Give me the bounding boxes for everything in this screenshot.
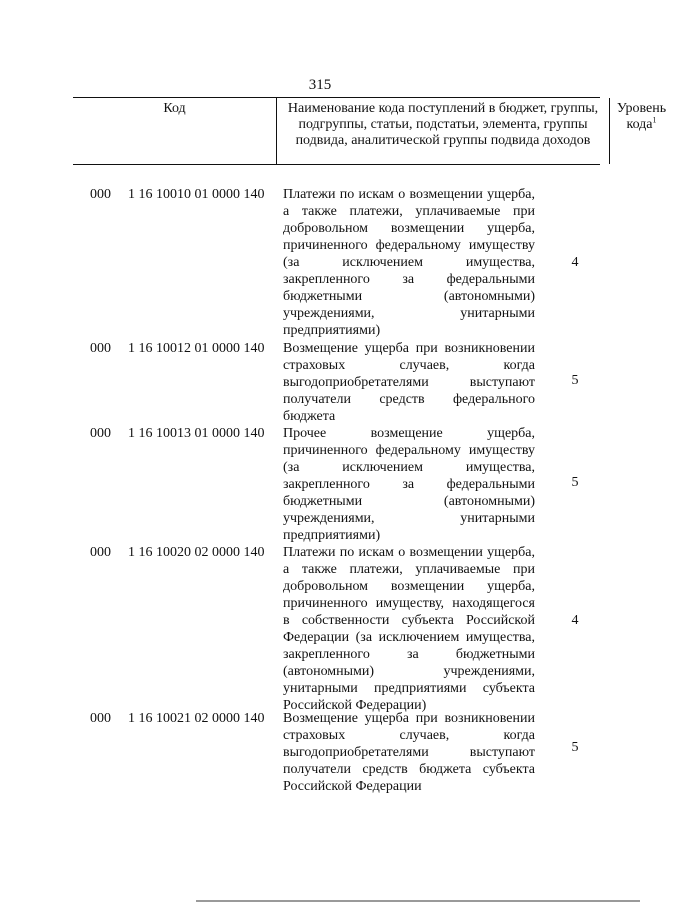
header-code: Код — [73, 98, 277, 164]
row-level: 4 — [571, 255, 579, 270]
row-level: 5 — [571, 740, 579, 755]
table-header — [73, 97, 667, 165]
row-prefix: 000 — [90, 545, 111, 560]
row-code: 1 16 10021 02 0000 140 — [128, 711, 265, 726]
scan-edge-line — [196, 900, 640, 902]
row-code: 1 16 10010 01 0000 140 — [128, 187, 265, 202]
row-code: 1 16 10020 02 0000 140 — [128, 545, 265, 560]
row-level: 5 — [571, 475, 579, 490]
header-level-footnote: 1 — [652, 115, 657, 125]
row-prefix: 000 — [90, 426, 111, 441]
row-name: Платежи по искам о возмещении ущерба, а также платежи, уплачиваемые при добровольном возмещении ущерба, причиненного федеральному имуществу (за исключением имущества, закрепленного за федеральными бюджетными (автономными) учреждениями, унитарными предприятиями) — [283, 187, 535, 338]
header-name: Наименование кода поступлений в бюджет, группы, подгруппы, статьи, подстатьи, элемента, группы подвида, аналитической группы подвида доходов — [277, 98, 610, 164]
row-code: 1 16 10012 01 0000 140 — [128, 341, 265, 356]
header-level-label: Уровень кода — [616, 101, 667, 132]
row-prefix: 000 — [90, 187, 111, 202]
row-name: Прочее возмещение ущерба, причиненного федеральному имуществу (за исключением имущества, закрепленного за федеральными бюджетными (автономными) учреждениями, унитарными предприятиями) — [283, 426, 535, 543]
row-prefix: 000 — [90, 711, 111, 726]
row-level: 5 — [571, 373, 579, 388]
row-name: Возмещение ущерба при возникновении страховых случаев, когда выгодоприобретателями выступают получатели средств федерального бюджета — [283, 341, 535, 424]
row-level: 4 — [571, 613, 579, 628]
header-level — [610, 98, 673, 164]
row-name: Возмещение ущерба при возникновении страховых случаев, когда выгодоприобретателями выступают получатели средств бюджета субъекта Российской Федерации — [283, 711, 535, 794]
row-name: Платежи по искам о возмещении ущерба, а также платежи, уплачиваемые при добровольном возмещении ущерба, причиненного имуществу, находящегося в собственности субъекта Российской Федерации (за исключением имущества, закрепленного за бюджетными (автономными) учреждениями, унитарными предприятиями субъекта Российской Федерации) — [283, 545, 535, 713]
row-code: 1 16 10013 01 0000 140 — [128, 426, 265, 441]
page-number: 315 — [308, 77, 332, 93]
row-prefix: 000 — [90, 341, 111, 356]
